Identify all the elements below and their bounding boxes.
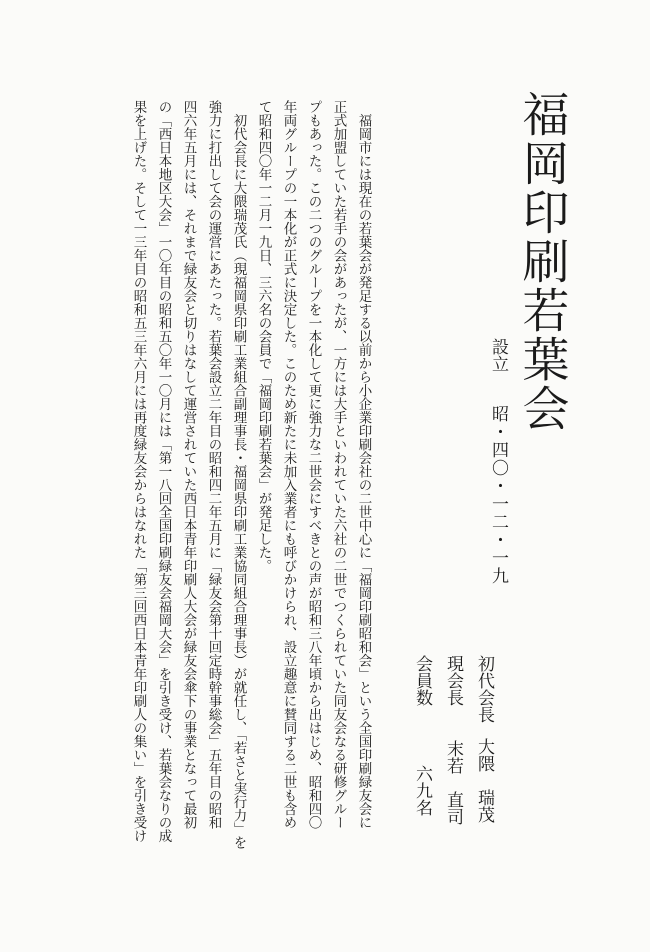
body-line: 年両グループの一本化が正式に決定した。このため新たに未加入業者にも呼びかけられ、設立趣意に賛同する二世も含め (280, 100, 297, 829)
first-president-label: 初代会長 (474, 655, 494, 723)
body-line: 福岡市には現在の若葉会が発足する以前から小企業印刷会社の二世中心に「福岡印刷昭和会」という全国印刷緑友会に (355, 100, 372, 829)
body-line: の「西日本地区大会」一〇年目の昭和五〇年一〇月には「第一八回全国印刷緑友会福岡大会」を引き受け、若葉会なりの成 (155, 100, 172, 843)
body-line: 初代会長に大隈瑞茂氏（現福岡県印刷工業組合副理事長・福岡県印刷工業協同組合理事長）が就任し、「若さと実行力」を (230, 100, 247, 850)
member-count-value: 六九名 (412, 765, 432, 816)
body-line: 正式加盟していた若手の会があったが、一方には大手といわれていた六社の二世でつくられていた同友会なる研修グルー (330, 100, 347, 829)
current-president-label: 現会長 (443, 655, 463, 706)
member-count-label: 会員数 (412, 655, 432, 706)
founded-date: 昭・四〇・一二・一九 (488, 405, 508, 585)
page-title: 福岡印刷若葉会 (514, 90, 570, 433)
founded-label: 設立 (488, 338, 508, 372)
first-president-name: 大隈 瑞茂 (474, 738, 494, 823)
body-line: て昭和四〇年一二月一九日、三六名の会員で「福岡印刷若葉会」が発足した。 (255, 100, 272, 573)
body-line: 強力に打出して会の運営にあたった。若葉会設立二年目の昭和四二年五月に「緑友会第十回定時幹事総会」五年目の昭和 (205, 100, 222, 829)
body-line: 四六年五月には、それまで緑友会と切りはなして運営されていた西日本青年印刷人大会が緑友会傘下の事業となって最初 (180, 100, 197, 829)
body-line: 果を上げた。そして一三年目の昭和五三年六月には再度緑友会からはなれた「第三回西日本青年印刷人の集い」を引き受け (130, 100, 147, 843)
body-line: プもあった。この二つのグループを一本化して更に強力な二世会にすべきとの声が昭和三八年頃から出はじめ、昭和四〇 (305, 100, 322, 829)
current-president-name: 末若 直司 (443, 740, 463, 825)
